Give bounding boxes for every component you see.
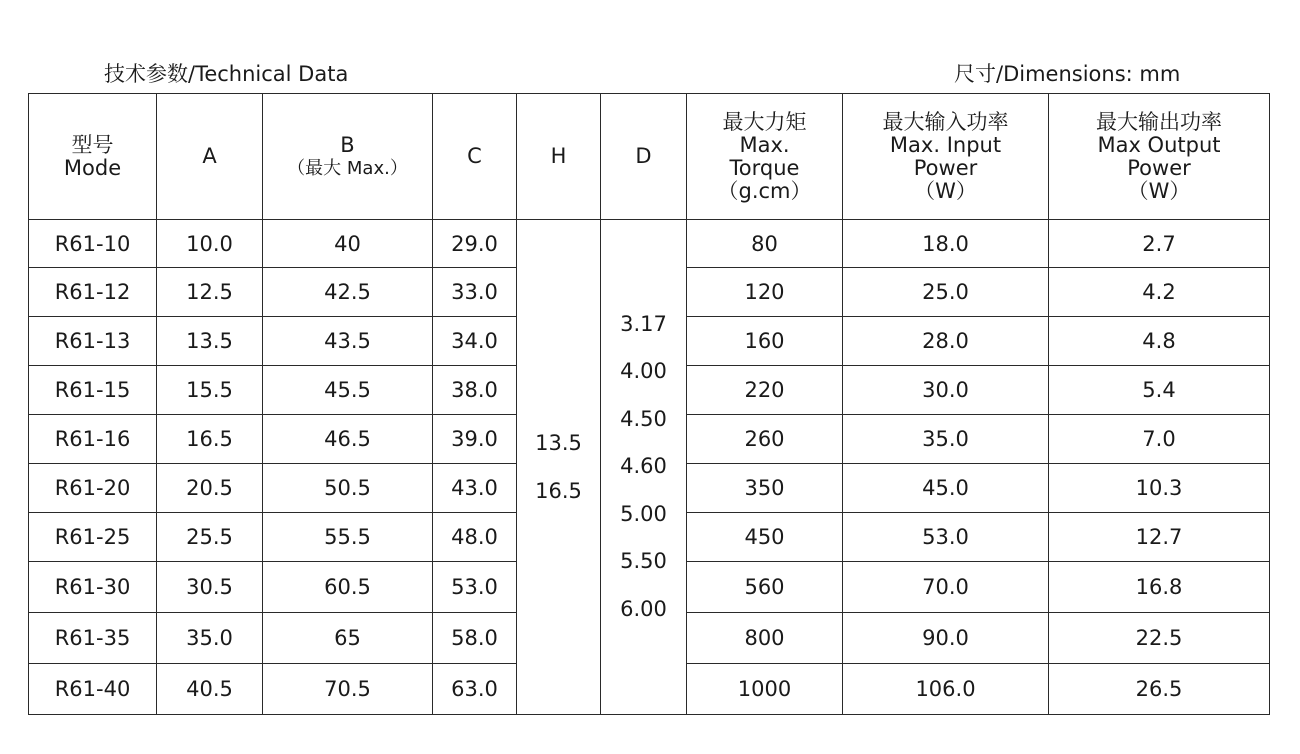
cell-output: 7.0 [1049,415,1270,464]
cell-a: 35.0 [157,613,263,664]
header-input-power [843,94,1049,220]
cell-c: 33.0 [433,268,517,317]
header-input-en2: Power [913,155,978,180]
h-value: 13.5 [535,431,582,455]
cell-c: 34.0 [433,317,517,366]
d-value: 6.00 [620,596,667,621]
cell-input: 18.0 [843,220,1049,268]
header-input-en1: Max. Input [889,132,1002,157]
cell-input: 28.0 [843,317,1049,366]
cell-input: 90.0 [843,613,1049,664]
cell-c: 63.0 [433,664,517,715]
header-torque [687,94,843,220]
cell-c: 58.0 [433,613,517,664]
cell-a: 20.5 [157,464,263,513]
cell-torque: 350 [687,464,843,513]
header-d: D [601,94,687,220]
header-output-en1: Max Output [1097,132,1221,157]
cell-c: 43.0 [433,464,517,513]
cell-c: 29.0 [433,220,517,268]
cell-model: R61-13 [29,317,157,366]
d-value: 4.60 [620,454,667,479]
cell-model: R61-10 [29,220,157,268]
cell-model: R61-40 [29,664,157,715]
cell-model: R61-30 [29,562,157,613]
cell-torque: 220 [687,366,843,415]
cell-a: 12.5 [157,268,263,317]
header-h: H [517,94,601,220]
header-torque-unit: （g.cm） [717,178,812,203]
header-output-cn: 最大输出功率 [1096,109,1222,134]
cell-a: 40.5 [157,664,263,715]
cell-torque: 120 [687,268,843,317]
cell-model: R61-20 [29,464,157,513]
cell-input: 70.0 [843,562,1049,613]
cell-output: 5.4 [1049,366,1270,415]
table-caption-technical-data: 技术参数/Technical Data [104,62,349,86]
cell-torque: 1000 [687,664,843,715]
cell-torque: 450 [687,513,843,562]
cell-output: 2.7 [1049,220,1270,268]
cell-model: R61-25 [29,513,157,562]
cell-c: 48.0 [433,513,517,562]
cell-c: 53.0 [433,562,517,613]
cell-torque: 260 [687,415,843,464]
d-value: 4.00 [620,359,667,384]
cell-b: 50.5 [263,464,433,513]
cell-a: 15.5 [157,366,263,415]
cell-torque: 80 [687,220,843,268]
cell-b: 46.5 [263,415,433,464]
cell-output: 22.5 [1049,613,1270,664]
header-b [263,94,433,220]
cell-input: 45.0 [843,464,1049,513]
header-b-label: B [340,132,355,157]
cell-output: 4.2 [1049,268,1270,317]
cell-b: 42.5 [263,268,433,317]
header-model-cn: 型号 [71,132,114,157]
cell-c: 38.0 [433,366,517,415]
d-value: 3.17 [620,311,667,336]
cell-input: 53.0 [843,513,1049,562]
header-a: A [157,94,263,220]
cell-input: 25.0 [843,268,1049,317]
cell-b: 70.5 [263,664,433,715]
header-model-en: Mode [63,155,122,180]
cell-input: 106.0 [843,664,1049,715]
cell-output: 4.8 [1049,317,1270,366]
technical-data-table [28,93,1270,715]
cell-output: 12.7 [1049,513,1270,562]
cell-b: 45.5 [263,366,433,415]
cell-d-values [601,220,687,715]
cell-output: 26.5 [1049,664,1270,715]
d-value: 5.50 [620,549,667,574]
cell-h-values [517,220,601,715]
cell-b: 40 [263,220,433,268]
cell-a: 10.0 [157,220,263,268]
header-input-cn: 最大输入功率 [882,109,1009,134]
cell-model: R61-12 [29,268,157,317]
cell-b: 55.5 [263,513,433,562]
cell-torque: 160 [687,317,843,366]
cell-torque: 560 [687,562,843,613]
header-torque-en1: Max. [739,132,790,157]
header-output-power [1049,94,1270,220]
header-b-note: （最大 Max.） [287,157,408,179]
table-row [29,220,1270,268]
header-row [29,94,1270,220]
cell-c: 39.0 [433,415,517,464]
table-caption-dimensions: 尺寸/Dimensions: mm [954,62,1181,86]
d-value: 4.50 [620,406,667,431]
header-torque-cn: 最大力矩 [722,109,807,134]
cell-model: R61-15 [29,366,157,415]
h-value: 16.5 [535,479,582,503]
header-input-unit: （W） [914,178,977,203]
cell-a: 13.5 [157,317,263,366]
cell-a: 30.5 [157,562,263,613]
header-output-unit: （W） [1127,178,1191,203]
cell-torque: 800 [687,613,843,664]
cell-model: R61-16 [29,415,157,464]
header-output-en2: Power [1127,155,1191,180]
cell-a: 16.5 [157,415,263,464]
cell-model: R61-35 [29,613,157,664]
header-model [29,94,157,220]
cell-b: 65 [263,613,433,664]
cell-output: 16.8 [1049,562,1270,613]
cell-input: 35.0 [843,415,1049,464]
header-torque-en2: Torque [729,155,800,180]
cell-b: 60.5 [263,562,433,613]
cell-output: 10.3 [1049,464,1270,513]
d-value: 5.00 [620,501,667,526]
cell-b: 43.5 [263,317,433,366]
header-c: C [433,94,517,220]
cell-input: 30.0 [843,366,1049,415]
cell-a: 25.5 [157,513,263,562]
